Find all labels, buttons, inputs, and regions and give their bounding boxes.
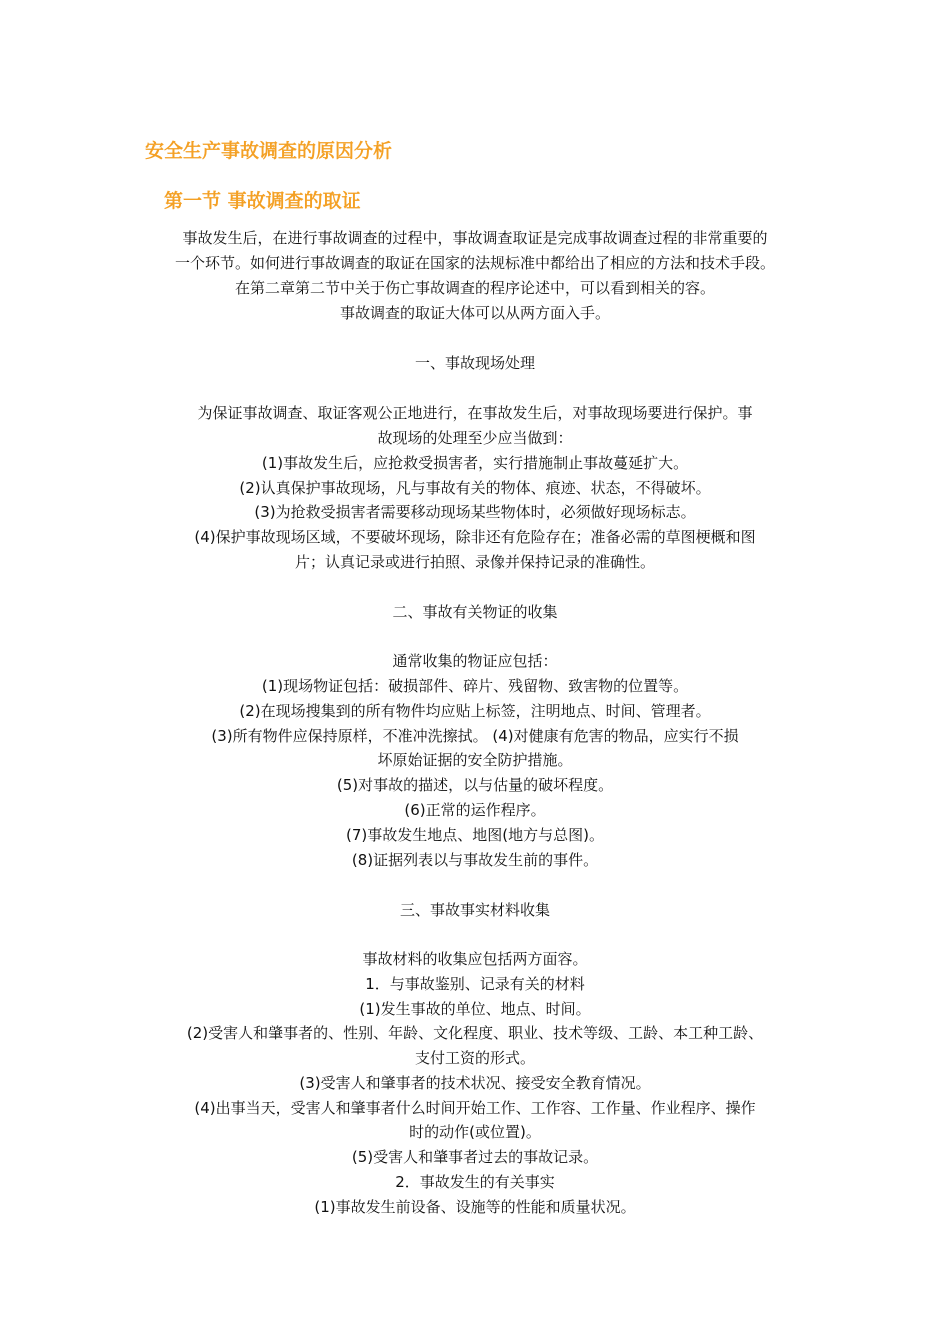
intro-line-1: 事故发生后，在进行事故调查的过程中，事故调查取证是完成事故调查过程的非常重要的 [182, 229, 768, 247]
part2-line: (7)事故发生地点、地图(地方与总图)。 [346, 826, 604, 844]
section-title: 第一节 事故调查的取证 [164, 190, 361, 212]
part2-line: 坏原始证据的安全防护措施。 [377, 751, 573, 769]
part3-line: (2)受害人和肇事者的、性别、年龄、文化程度、职业、技术等级、工龄、本工种工龄、 [186, 1024, 764, 1042]
part3-line: 1．与事故鉴别、记录有关的材料 [365, 975, 585, 993]
part3-line: (4)出事当天，受害人和肇事者什么时间开始工作、工作容、工作量、作业程序、操作 [194, 1099, 756, 1117]
part2-line: (8)证据列表以与事故发生前的事件。 [351, 851, 599, 869]
part3-line: (1)发生事故的单位、地点、时间。 [359, 1000, 591, 1018]
intro-line-4: 事故调查的取证大体可以从两方面入手。 [339, 304, 610, 322]
part1-line: 故现场的处理至少应当做到： [377, 429, 573, 447]
part2-line: (2)在现场搜集到的所有物件均应贴上标签，注明地点、时间、管理者。 [239, 702, 711, 720]
part2-line: (1)现场物证包括：破损部件、碎片、残留物、致害物的位置等。 [261, 677, 689, 695]
part2-heading: 二、事故有关物证的收集 [392, 603, 558, 621]
part1-line: (4)保护事故现场区域，不要破坏现场，除非还有危险存在；准备必需的草图梗概和图 [194, 528, 756, 546]
intro-line-3: 在第二章第二节中关于伤亡事故调查的程序论述中，可以看到相关的容。 [234, 279, 715, 297]
part1-line: 片；认真记录或进行拍照、录像并保持记录的准确性。 [294, 553, 655, 571]
part1-heading: 一、事故现场处理 [414, 354, 535, 372]
part3-line: 时的动作(或位置)。 [409, 1123, 541, 1141]
part3-line: 事故材料的收集应包括两方面容。 [362, 950, 588, 968]
part3-line: (5)受害人和肇事者过去的事故记录。 [351, 1148, 599, 1166]
part1-line: (3)为抢救受损害者需要移动现场某些物体时，必须做好现场标志。 [254, 503, 696, 521]
part3-heading: 三、事故事实材料收集 [399, 901, 550, 919]
part3-line: (3)受害人和肇事者的技术状况、接受安全教育情况。 [299, 1074, 651, 1092]
intro-line-2: 一个环节。如何进行事故调查的取证在国家的法规标准中都给出了相应的方法和技术手段。 [174, 254, 775, 272]
part2-line: (5)对事故的描述，以与估量的破坏程度。 [336, 776, 614, 794]
part1-line: (2)认真保护事故现场，凡与事故有关的物体、痕迹、状态，不得破坏。 [239, 479, 711, 497]
document-title: 安全生产事故调查的原因分析 [145, 140, 393, 162]
part1-line: 为保证事故调查、取证客观公正地进行，在事故发生后，对事故现场要进行保护。事 [197, 404, 753, 422]
part2-line: 通常收集的物证应包括： [392, 652, 558, 670]
part2-line: (3)所有物件应保持原样，不准冲洗擦拭。 (4)对健康有危害的物品，应实行不损 [211, 727, 739, 745]
part3-line: 2．事故发生的有关事实 [395, 1173, 555, 1191]
part1-line: (1)事故发生后，应抢救受损害者，实行措施制止事故蔓延扩大。 [261, 454, 689, 472]
part3-line: 支付工资的形式。 [414, 1049, 535, 1067]
part3-line: (1)事故发生前设备、设施等的性能和质量状况。 [314, 1198, 636, 1216]
part2-line: (6)正常的运作程序。 [404, 801, 546, 819]
